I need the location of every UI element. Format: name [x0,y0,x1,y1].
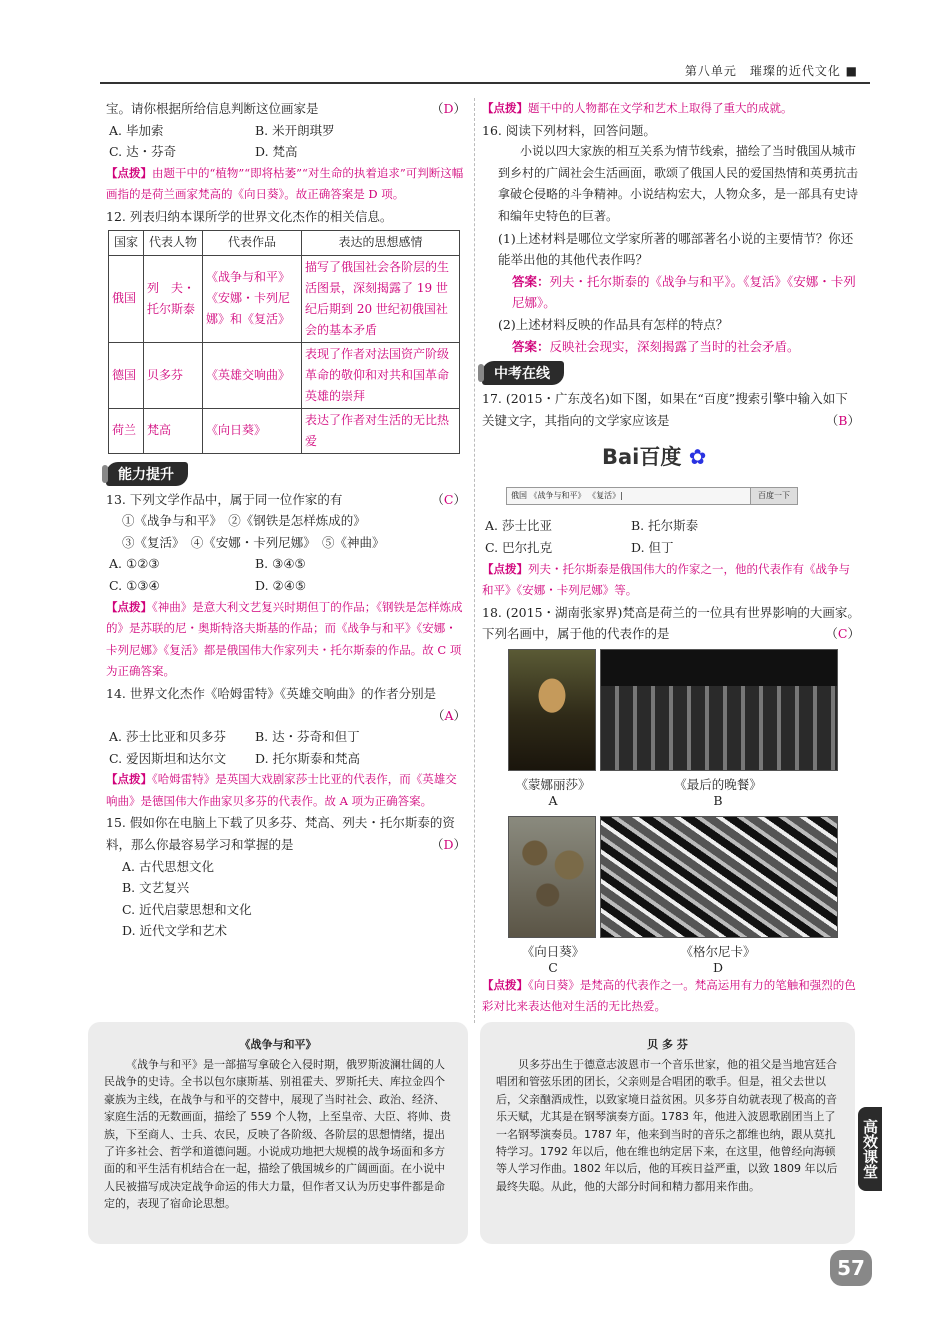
table-row: 俄国 列 夫・托尔斯泰 《战争与和平》《安娜・卡列尼娜》和《复活》 描写了俄国社会各阶层的生活图景，深刻揭露了 19 世纪后期到 20 世纪初俄国社会的基本矛盾 [109,255,460,342]
section-banner-exam: 中考在线 [482,361,564,385]
tip-14: 【点拨】《哈姆雷特》是英国大戏剧家莎士比亚的代表作，而《英雄交响曲》是德国伟大作曲家贝多芬的代表作。故 A 项为正确答案。 [106,772,457,808]
search-input-figure: 俄国 《战争与和平》 《复活》| [507,488,750,504]
tip-11: 【点拨】由题干中的“植物”“即将枯萎”“对生命的执着追求”可判断这幅画指的是荷兰画家梵高的《向日葵》。故正确答案是 D 项。 [106,165,464,202]
section-banner-ability: 能力提升 [106,462,188,486]
mona-lisa-image [508,649,596,771]
tip-18: 【点拨】《向日葵》是梵高的代表作之一。梵高运用有力的笔触和强烈的色彩对比来表达他对生活的无比热爱。 [482,977,856,1014]
info-box-beethoven: 贝 多 芬 贝多芬出生于德意志波恩市一个音乐世家，他的祖父是当地宫廷合唱团和管弦乐团的团长，父亲则是合唱团的歌手。但是，祖父去世以后，父亲酗酒成性，以致家境日益贫困。贝多芬自幼就表现了极高的音乐天赋，尤其是在钢琴演奏方面。1783 年，他进入波恩歌剧团当上了一名钢琴演奏员。1787 年，他来到当时的音乐之都维也纳，跟从莫扎特学习。1792 年以后，他在维也纳定居下来，在这里，他曾经向海顿等人学习作曲。1802 年以后，他的耳疾日益严重，以致 1809 年以后最终失聪。从此，他的大部分时间和精力都用来作曲。 [480,1022,855,1244]
page-number: 57 [830,1250,872,1286]
info-box-war-and-peace: 《战争与和平》 《战争与和平》是一部描写拿破仑入侵时期，俄罗斯波澜壮阔的人民战争的史诗。全书以包尔康斯基、别祖霍夫、罗斯托夫、库拉金四个豪族为主线，在战争与和平的交替中，展现了当时社会、政治、经济、家庭生活的无数画面，描绘了 559 个人物，上至皇帝、大臣、将帅、贵族，下至商人、士兵、农民，反映了各阶级、各阶层的思想情绪，提出了许多社会、哲学和道德问题。小说成功地把大规模的战争场面和多方面的和平生活有机结合在一起，描绘了俄国城乡的广阔画面。在小说中人民被描写成决定战争命运的伟大力量，但作者又认为历史事件都是命定的，表现了宿命论思想。 [88,1022,468,1244]
table-row: 德国 贝多芬 《英雄交响曲》 表现了作者对法国资产阶级革命的敬仰和对共和国革命英雄的崇拜 [109,342,460,408]
last-supper-image [600,649,838,771]
search-bar-figure [506,487,798,505]
guernica-image [600,816,838,938]
search-button-figure: 百度一下 [750,488,797,504]
paw-icon: ✿ [681,445,707,470]
question-13: 13. 下列文学作品中，属于同一位作家的有 （C） ①《战争与和平》 ②《钢铁是怎样炼成的》 ③《复活》 ④《安娜・卡列尼娜》 ⑤《神曲》 A. ①②③ B. ③④⑤ C. ①③④ D. ②④⑤ 【点拨】《神曲》是意大利文艺复兴时期但丁的作品；《钢铁是怎样炼成的》是苏联的尼・奥斯特洛夫斯基的作品；而《战争与和平》《安娜・卡列尼娜》《复活》都是俄国伟大作家列夫・托尔斯泰的作品。故 C 项为正确答案。 [106,489,466,683]
table-row: 荷兰 梵高 《向日葵》 表达了作者对生活的无比热爱 [109,408,460,453]
right-column [482,98,860,1018]
tip-13: 【点拨】《神曲》是意大利文艺复兴时期但丁的作品；《钢铁是怎样炼成的》是苏联的尼・奥斯特洛夫斯基的作品；而《战争与和平》《安娜・卡列尼娜》《复活》都是俄国伟大作家列夫・托尔斯泰的作品。故 C 项为正确答案。 [106,599,463,679]
tip-15: 【点拨】题干中的人物都在文学和艺术上取得了重大的成就。 [482,101,793,115]
left-column [106,98,466,942]
baidu-logo: Bai百度 ✿ [602,445,707,470]
question-15: 15. 假如你在电脑上下载了贝多芬、梵高、列夫・托尔斯泰的资料，那么你最容易学习和掌握的是 （D） A. 古代思想文化 B. 文艺复兴 C. 近代启蒙思想和文化 D. 近代文学和艺术 [106,815,466,939]
question-12: 12. 列表归纳本课所学的世界文化杰作的相关信息。 国家 代表人物 代表作品 表达的思想感情 俄国 列 夫・托尔斯泰 《战争与和平》《安娜・卡列尼娜》和《复活》 描写了俄国社会各阶层的生活图景，深刻揭露了 19 世纪后期到 20 世纪初俄国社会的基本矛盾 德国 贝多芬 《英雄交响曲》 表现了作者对法国资产阶级革命的敬仰和对共和国革命英雄的崇拜 荷兰 梵高 《向日葵》 表达了作者对生活的无比热爱 [106,206,466,454]
unit-title: 第八单元 璀璨的近代文化 ■ [684,64,858,78]
summary-table: 国家 代表人物 代表作品 表达的思想感情 俄国 列 夫・托尔斯泰 《战争与和平》《安娜・卡列尼娜》和《复活》 描写了俄国社会各阶层的生活图景，深刻揭露了 19 世纪后期到 20 世纪初俄国社会的基本矛盾 德国 贝多芬 《英雄交响曲》 表现了作者对法国资产阶级革命的敬仰和对共和国革命英雄的崇拜 荷兰 梵高 《向日葵》 表达了作者对生活的无比热爱 [108,230,460,454]
tip-17: 【点拨】列夫・托尔斯泰是俄国伟大的作家之一，他的代表作有《战争与和平》《安娜・卡列尼娜》等。 [482,561,850,598]
question-16: 16. 阅读下列材料，回答问题。 小说以四大家族的相互关系为情节线索，描绘了当时俄国从城市到乡村的广阔社会生活画面，歌颂了俄国人民的爱国热情和英勇抗击拿破仑侵略的斗争精神。小说结构宏大，人物众多，是一部具有史诗和编年史特色的巨著。 (1)上述材料是哪位文学家所著的哪部著名小说的主要情节？你还能举出他的其他代表作吗？ 答案：列夫・托尔斯泰的《战争与和平》。《复活》《安娜・卡列尼娜》。 (2)上述材料反映的作品具有怎样的特点？ 答案：反映社会现实，深刻揭露了当时的社会矛盾。 [482,122,859,354]
question-11: 宝。请你根据所给信息判断这位画家是 （D） A. 毕加索 B. 米开朗琪罗 C. 达・芬奇 D. 梵高 【点拨】由题干中的“植物”“即将枯萎”“对生命的执着追求”可判断这幅画指的是荷兰画家梵高的《向日葵》。故正确答案是 D 项。 [106,98,466,206]
column-divider [474,98,475,1023]
question-14: 14. 世界文化杰作《哈姆雷特》《英雄交响曲》的作者分别是 （A） A. 莎士比亚和贝多芬 B. 达・芬奇和但丁 C. 爱因斯坦和达尔文 D. 托尔斯泰和梵高 【点拨】《哈姆雷特》是英国大戏剧家莎士比亚的代表作，而《英雄交响曲》是德国伟大作曲家贝多芬的代表作。故 A 项为正确答案。 [106,683,466,813]
sunflowers-image [508,816,596,938]
question-18: 18. (2015・湖南张家界)梵高是荷兰的一位具有世界影响的大画家。下列名画中，属于他的代表作的是 （C） 《蒙娜丽莎》 A 《最后的晚餐》 B 《向日葵》 C 《格尔尼卡》 D 【点拨】《向日葵》是梵高的代表作之一。梵高运用有力的笔触和强烈的色彩对比来表达他对生活的无比热爱。 [482,602,860,1018]
page-header [100,60,870,84]
question-17: 17. (2015・广东茂名)如下图，如果在“百度”搜索引擎中输入如下关键文字，其指向的文学家应该是 （B） Bai百度 ✿ 俄国 《战争与和平》 《复活》| 百度一下 A. 莎士比亚 B. 托尔斯泰 C. 巴尔扎克 D. 但丁 【点拨】列夫・托尔斯泰是俄国伟大的作家之一，他的代表作有《战争与和平》《安娜・卡列尼娜》等。 [482,388,860,602]
side-tab: 高效课堂 [858,1107,882,1191]
